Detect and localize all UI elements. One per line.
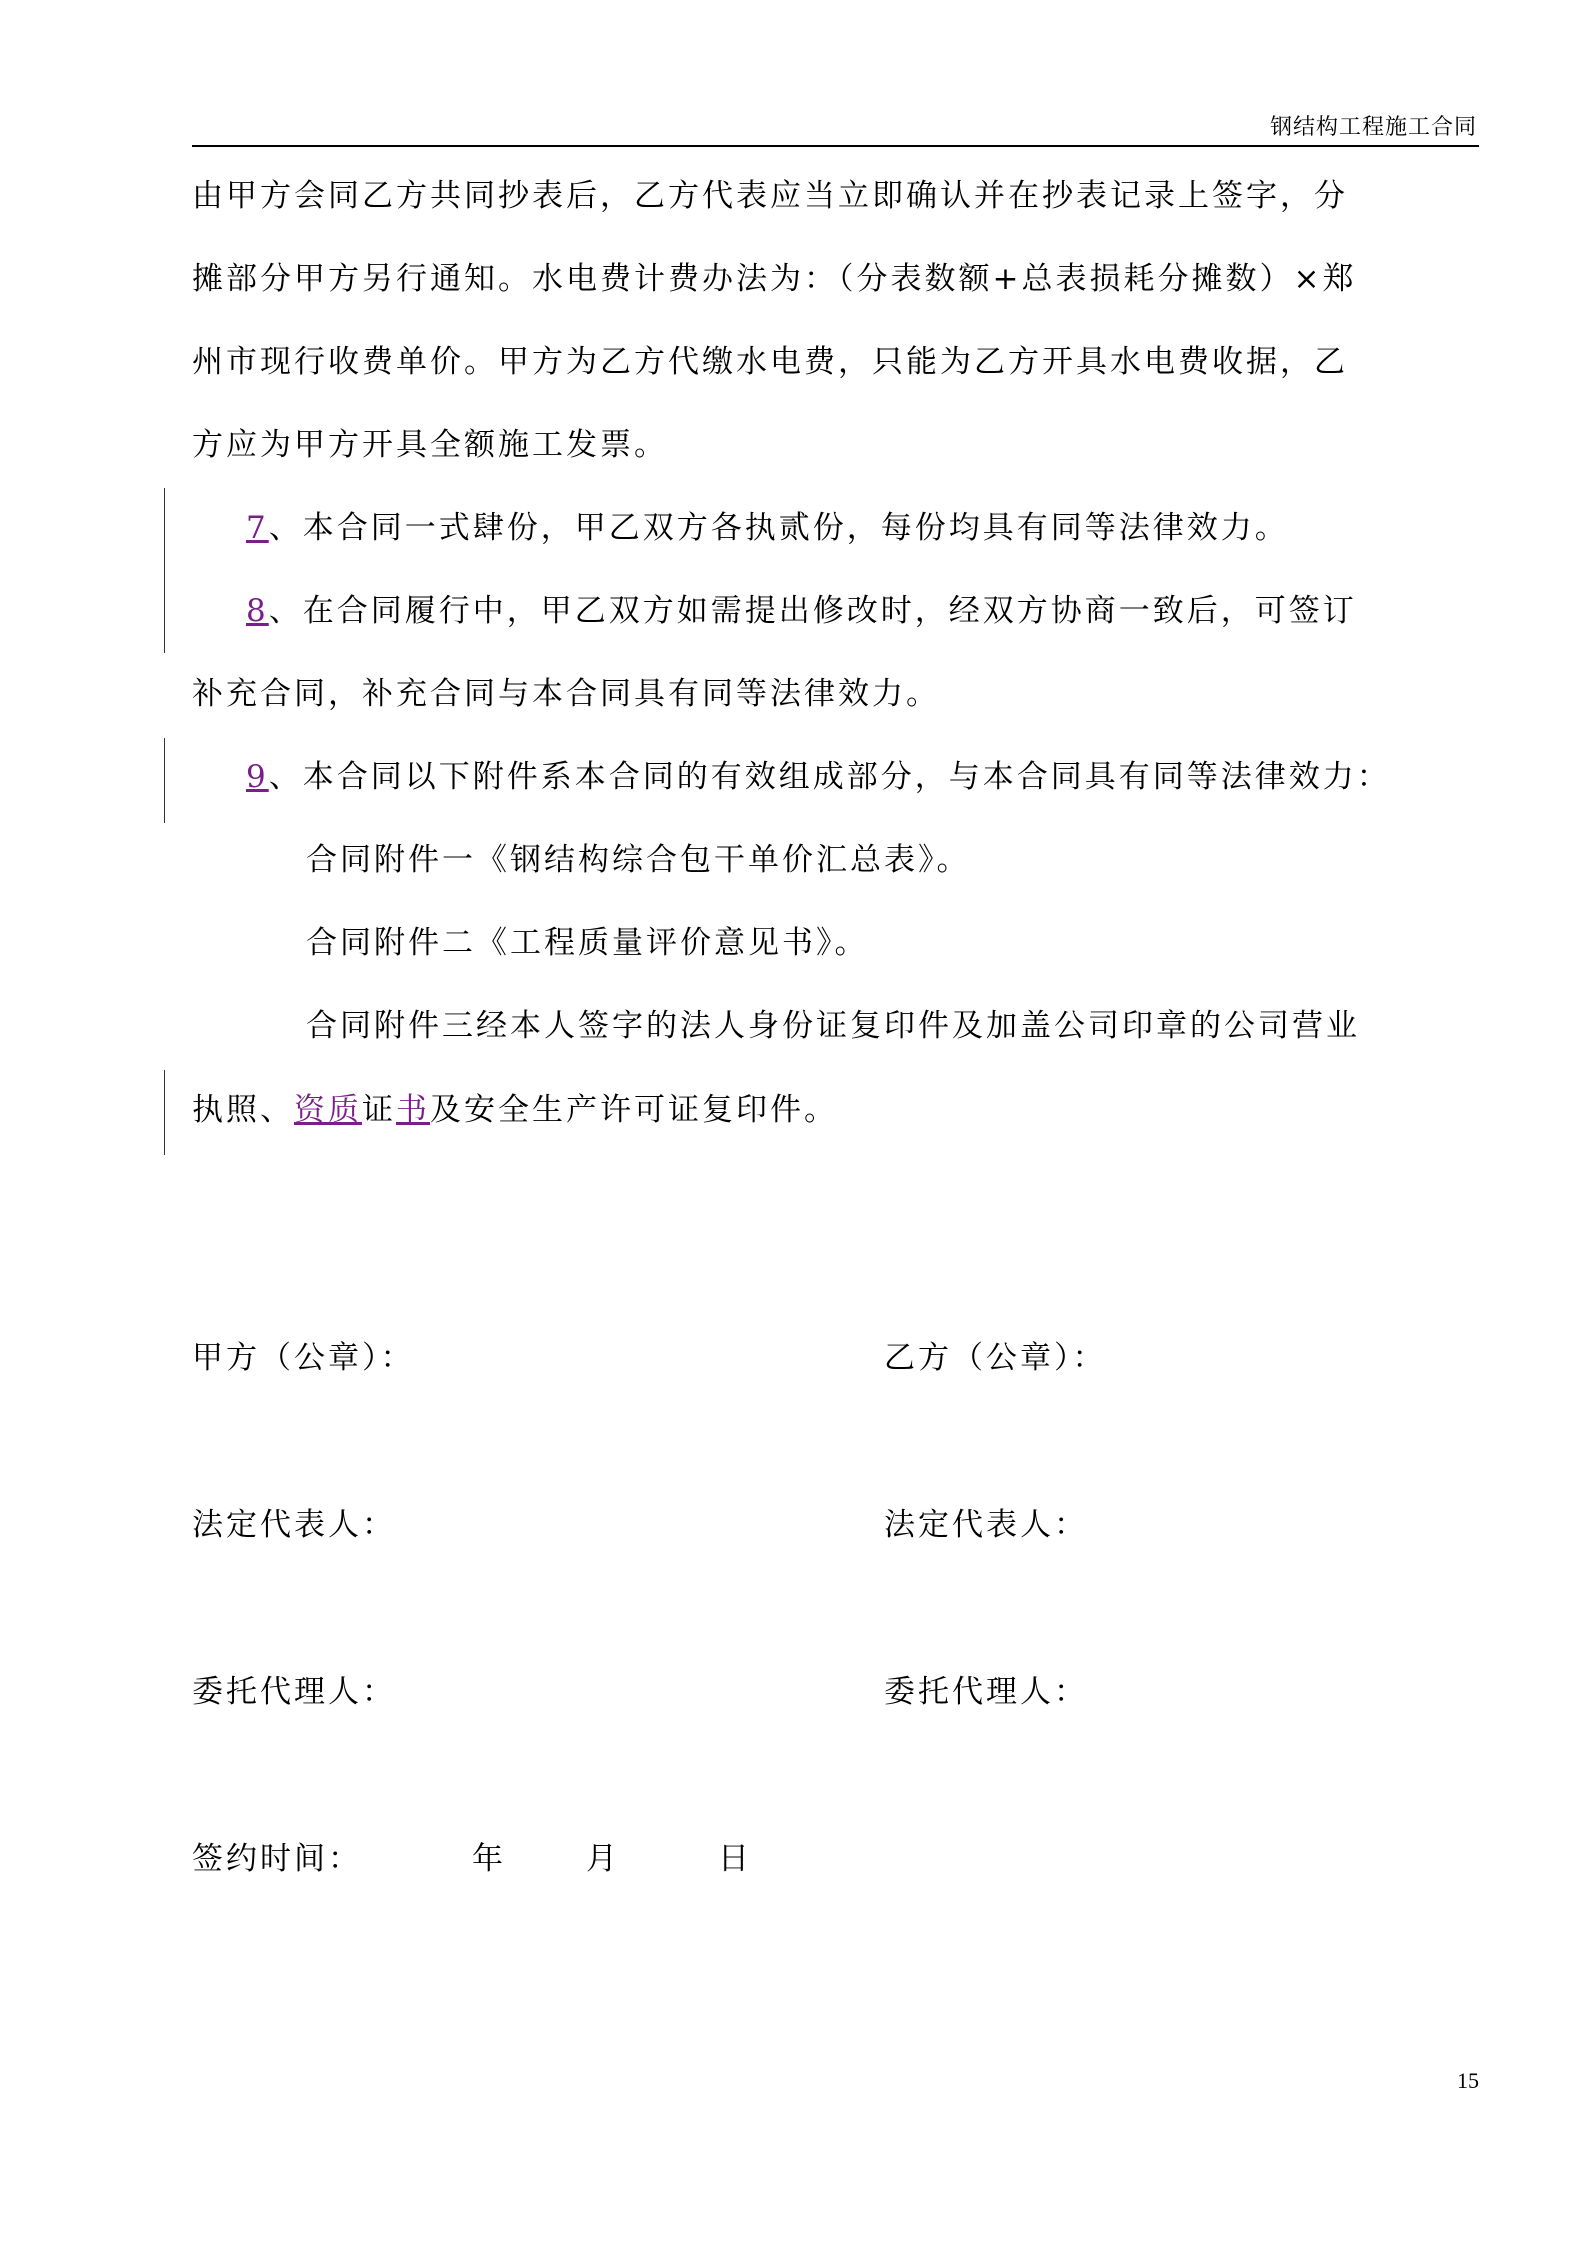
revision-mark-bar [164,1070,165,1155]
clause-8 [246,591,1482,631]
paragraph-line: 补充合同，补充合同与本合同具有同等法律效力。 [192,676,940,712]
sign-date-day: 日 [718,1841,752,1877]
sign-date-month: 月 [586,1841,620,1877]
revision-mark-bar [164,738,165,823]
clause-number: 8 [246,593,269,629]
text-run: 证 [362,1092,396,1128]
text-run: 及安全生产许可证复印件。 [430,1092,838,1128]
sign-date-label: 签约时间： [192,1841,362,1877]
clause-9 [246,757,1482,797]
tracked-change-text: 资质 [294,1092,362,1128]
clause-text: 、在合同履行中，甲乙双方如需提出修改时，经双方协商一致后，可签订 [268,593,1357,629]
party-b-seal-label: 乙方（公章）： [884,1340,1107,1376]
sign-date-year: 年 [472,1841,506,1877]
party-a-rep-label: 法定代表人： [192,1507,396,1543]
clause-number: 9 [246,759,269,795]
party-a-agent-label: 委托代理人： [192,1674,396,1710]
clause-number: 7 [246,510,269,546]
paragraph-line: 摊部分甲方另行通知。水电费计费办法为：（分表数额+总表损耗分摊数）×郑 [192,261,1357,297]
party-a-seal-label: 甲方（公章）： [192,1340,415,1376]
attachment-3-cont [192,1090,1482,1130]
party-b-rep-label: 法定代表人： [884,1507,1088,1543]
clause-text: 、本合同一式肆份，甲乙双方各执贰份，每份均具有同等法律效力。 [268,510,1289,546]
paragraph-line: 州市现行收费单价。甲方为乙方代缴水电费，只能为乙方开具水电费收据，乙 [192,344,1348,380]
paragraph-line: 由甲方会同乙方共同抄表后，乙方代表应当立即确认并在抄表记录上签字，分 [192,178,1348,214]
text-run: 执照、 [192,1092,294,1128]
header-title: 钢结构工程施工合同 [1269,115,1477,140]
paragraph-line: 方应为甲方开具全额施工发票。 [192,427,668,463]
header-rule [192,145,1479,147]
page-number: 15 [1457,2068,1479,2093]
clause-7 [246,508,1482,548]
party-b-agent-label: 委托代理人： [884,1674,1088,1710]
revision-mark-bar [164,488,165,653]
attachment-2: 合同附件二《工程质量评价意见书》。 [306,925,869,961]
attachment-1: 合同附件一《钢结构综合包干单价汇总表》。 [306,842,971,878]
clause-text: 、本合同以下附件系本合同的有效组成部分，与本合同具有同等法律效力： [268,759,1391,795]
attachment-3: 合同附件三经本人签字的法人身份证复印件及加盖公司印章的公司营业 [306,1008,1360,1044]
tracked-change-text: 书 [396,1092,430,1128]
